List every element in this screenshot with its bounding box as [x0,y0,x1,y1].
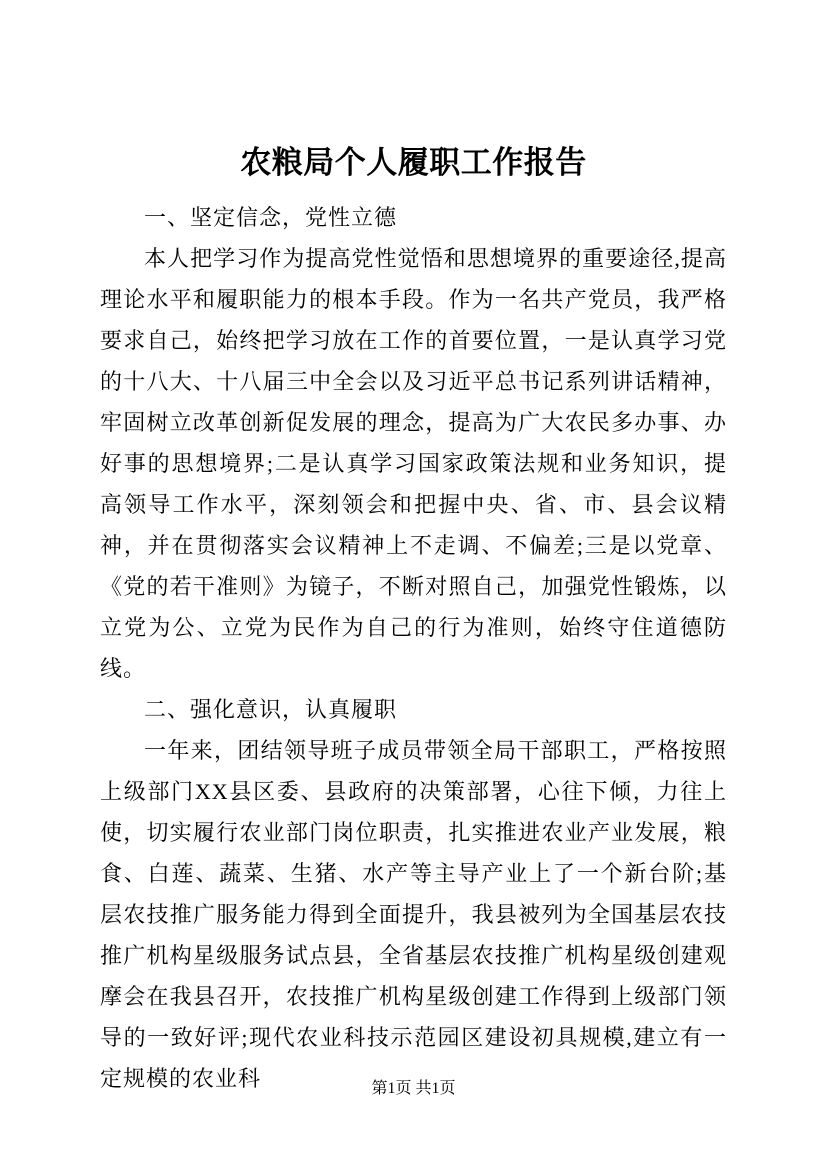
section-2-heading: 二、强化意识，认真履职 [144,697,398,722]
page-footer: 第1页 共1页 [371,1080,456,1097]
document-title: 农粮局个人履职工作报告 [240,145,587,180]
section-2-paragraph: 一年来，团结领导班子成员带领全局干部职工，严格按照上级部门XX县区委、县政府的决策部署，心往下倾，力往上使，切实履行农业部门岗位职责，扎实推进农业产业发展，粮食、白莲、蔬菜、生猪、水产等主导产业上了一个新台阶;基层农技推广服务能力得到全面提升，我县被列为全国基层农技推广机构星级服务试点县，全省基层农技推广机构星级创建观摩会在我县召开，农技推广机构星级创建工作得到上级部门领导的一致好评;现代农业科技示范园区建设初具规模,建立有一定规模的农业科 [100,738,727,1091]
section-1-heading: 一、坚定信念，党性立德 [144,205,398,230]
section-1-paragraph: 本人把学习作为提高党性觉悟和思想境界的重要途径,提高理论水平和履职能力的根本手段。作为一名共产党员，我严格要求自己，始终把学习放在工作的首要位置，一是认真学习党的十八大、十八届三中全会以及习近平总书记系列讲话精神，牢固树立改革创新促发展的理念，提高为广大农民多办事、办好事的思想境界;二是认真学习国家政策法规和业务知识，提高领导工作水平，深刻领会和把握中央、省、市、县会议精神，并在贯彻落实会议精神上不走调、不偏差;三是以党章、《党的若干准则》为镜子，不断对照自己，加强党性锻炼，以立党为公、立党为民作为自己的行为准则，始终守住道德防线。 [100,246,727,681]
